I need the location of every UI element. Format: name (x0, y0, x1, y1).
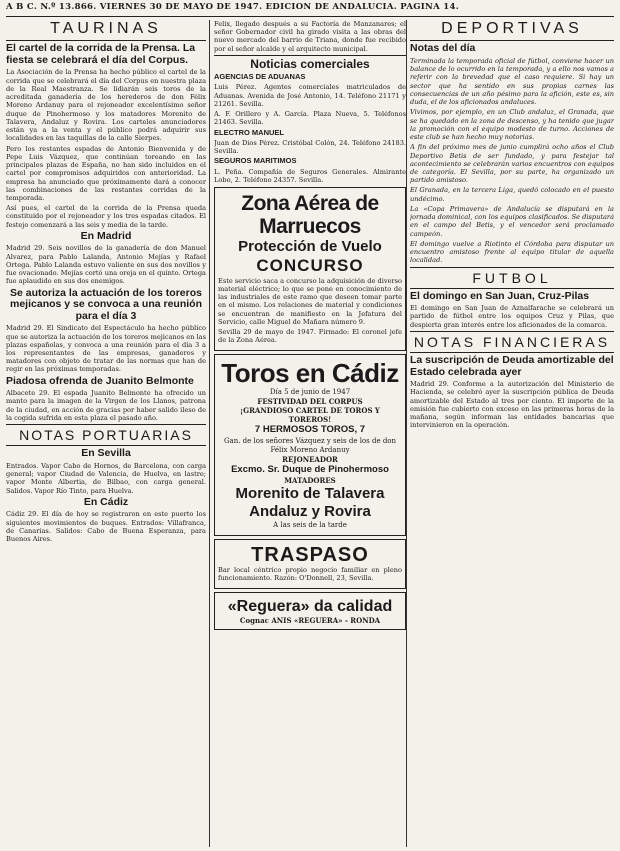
column-rule (209, 20, 210, 847)
subhead-cadiz: En Cádiz (83, 495, 129, 508)
section-title-taurinas: TAURINAS (50, 20, 162, 37)
subhead-madrid: En Madrid (80, 229, 132, 242)
headline-belmonte: Piadosa ofrenda de Juanito Belmonte (6, 374, 194, 387)
ad-title: «Reguera» da calidad (227, 598, 393, 616)
subhead-electro: ELECTRO MANUEL (214, 127, 284, 137)
ad-date: Día 5 de junio de 1947 (269, 388, 351, 397)
listing-body: L. Peña. Compañía de Seguros Generales. Almirante Lobo, 2. Teléfono 24357. Sevilla. (214, 167, 406, 184)
ad-toros-cadiz (214, 354, 406, 535)
headline-cruz-pilas: El domingo en San Juan, Cruz-Pilas (410, 289, 590, 302)
ad-rejoneador: Excmo. Sr. Duque de Pinohermoso (231, 464, 389, 476)
subhead-seguros: SEGUROS MARITIMOS (214, 156, 297, 166)
article-body: Cádiz 29. El día de hoy se registraron en este puerto los siguientes movimientos de buques. Entrados: Villafranca, de Canarias. Salidos: Cabo de Buena Esperanza, para Buenos Aires. (6, 510, 206, 544)
masthead: A B C. N.º 13.866. VIERNES 30 DE MAYO DE 1947. EDICION DE ANDALUCIA. PAGINA 14. (6, 2, 614, 17)
listing-body: A. F. Orillero y A. García. Plaza Nueva, 5. Teléfonos 21463. Sevilla. (214, 110, 406, 127)
article-body: La «Copa Primavera» de Andalucía se disputará en la jornada dominical, con los equipos clasificados. Se disputará en el campo del Betis, y el vencedor será proclamado campeón. (410, 204, 614, 238)
listing-body: Luis Pérez. Agentes comerciales matriculados de Aduanas. Avenida de José Antonio, 14. Teléfono 21171 y 21261. Sevilla. (214, 83, 406, 108)
divider (410, 40, 614, 41)
section-title-futbol: FUTBOL (472, 269, 552, 286)
ad-matador-1: Morenito de Talavera (235, 485, 385, 503)
article-body: A fin del próximo mes de junio cumplirá ocho años el Club Deportivo Betis de ser fundado, y para festejar tal acontecimiento se celebrarán varios encuentros con equipos de categoría. El Sevilla, por su parte, ha organizado un partido amistoso. (410, 143, 614, 185)
subhead-notas-dia: Notas del día (410, 42, 476, 55)
divider (6, 424, 206, 425)
column-middle (214, 20, 406, 847)
section-title-comerciales: Noticias comerciales (250, 56, 370, 71)
column-rule (406, 20, 407, 847)
article-body: La Asociación de la Prensa ha hecho público el cartel de la corrida que se celebrará el día del Corpus en nuestra plaza de la Real Maestranza. Se lidiarán seis toros de la acreditada ganadería de los herederos de don Félix Moreno Ardanuy para el rejoneador excelentísimo señor duque de Pinohermoso y los matadores Morenito de Talavera, Andaluz y Rovira. Los carteles anunciadores están ya a la venta y el público podrá adquirir sus localidades en las taquillas de la calle Sierpes. (6, 68, 206, 143)
ad-hora: A las seis de la tarde (273, 521, 347, 530)
article-body: El domingo vuelve a Riotinto el Córdoba para disputar un encuentro amistoso frente al equipo titular de aquella localidad. (410, 239, 614, 265)
subhead-sevilla: En Sevilla (81, 447, 131, 460)
ad-title: TRASPASO (251, 543, 369, 566)
divider (410, 288, 614, 289)
ad-body: Este servicio saca a concurso la adquisición de diverso material eléctrico; lo que se pone en conocimiento de las industriales de este ramo que deseen tomar parte en el mismo. Los relaciones de material y condiciones se encuentran de manifiesto en la Jefatura del Servicio, calle Miguel de Mañara número 9. (218, 276, 402, 326)
ad-rejoneador-label: REJONEADOR (282, 454, 338, 464)
ad-toros: 7 HERMOSOS TOROS, 7 (254, 424, 366, 436)
column-deportivas (410, 20, 614, 847)
ad-body: Bar local céntrico propio negocio familiar en pleno funcionamiento. Razón: O'Donnell, 23, Sevilla. (218, 565, 402, 582)
section-title-portuarias: NOTAS PORTUARIAS (19, 427, 193, 444)
article-body: Madrid 29. El Sindicato del Espectáculo ha hecho público que se autoriza la actuación de los toreros mejicanos en las plazas españolas, y convoca a una reunión para el día 3 a los representantes de las empresas, ganaderos y matadores con objeto de tratar de las normas que han de regir en las próximas temporadas. (6, 324, 206, 374)
headline-deuda: La suscripción de Deuda amortizable del Estado celebrada ayer (410, 354, 614, 378)
article-body: Madrid 29. Conforme a la autorización del Ministerio de Hacienda, se celebró ayer la suscripción pública de Deuda amortizable del Estado al tres por ciento. El importe de la emisión fue cubierto con exceso en las primeras horas de la mañana, según informan las entidades bancarias que intervinieron en la operación. (410, 380, 614, 430)
ad-body: Cognac ANIS «REGUERA» - RONDA (239, 616, 381, 626)
ad-subtitle: Protección de Vuelo (238, 238, 382, 256)
article-body: Terminada la temporada oficial de fútbol, conviene hacer un balance de lo ocurrido en la temporada, y a ello nos vamos a referir con la brevedad que el caso requiere. Si hay un sector que ha sentido en sus propias carnes las consecuencias de un año pésimo para la afición, este es, sin duda, el de los aficionados andaluces. (410, 56, 614, 107)
ad-matador-2: Andaluz y Rovira (249, 503, 371, 521)
divider (410, 352, 614, 353)
listing-body: Juan de Dios Pérez. Cristóbal Colón, 24. Teléfono 24183. Sevilla. (214, 138, 406, 156)
article-body: Pero los restantes espadas de Antonio Bienvenida y de Pepe Luis Vázquez, que continúan toreando en las principales plazas de España, no han sido incluidos en el cartel por compromisos adquiridos con anterioridad. La empresa ha anunciado que próximamente dará a conocer las combinaciones de las restantes corridas de la temporada. (6, 144, 206, 202)
subhead-aduanas: AGENCIAS DE ADUANAS (214, 72, 306, 82)
article-body: Felix, llegado después a su Factoría de Manzanares; el señor Gobernador civil ha girado visita a las obras del nuevo mercado del barrio de Triana, donde fue recibido por el señor alcalde y el arquitecto municipal. (214, 20, 406, 53)
ad-ganaderia: Gan. de los señores Vázquez y seis de los de don Félix Moreno Ardanuy (223, 436, 397, 454)
ad-concurso: CONCURSO (256, 256, 364, 276)
headline-corrida-prensa: El cartel de la corrida de la Prensa. La fiesta se celebrará el día del Corpus. (6, 42, 196, 66)
divider (6, 445, 206, 446)
divider (410, 267, 614, 268)
ad-cartel: ¡GRANDIOSO CARTEL DE TOROS Y TOREROS! (240, 406, 380, 425)
article-body: Albacete 29. El espada Juanito Belmonte ha ofrecido un manto para la imagen de la Virgen de los Llanos, patrona de la ciudad, en acción de gracias por haber salido ileso de la cogida sufrida en esta plaza el pasado año. (6, 389, 206, 422)
headline-toreros-mejicanos: Se autoriza la actuación de los toreros mejicanos y se convoca a una reunión para el día 3 (10, 286, 202, 322)
ad-matadores-label: MATADORES (284, 476, 336, 486)
article-body: El Granada, en la tercera Liga, quedó colocado en el puesto undécimo. (410, 186, 614, 203)
divider (410, 331, 614, 332)
ad-title: Toros en Cádiz (221, 358, 399, 389)
divider (6, 40, 206, 41)
article-body: Entrados. Vapor Cabo de Hornos, de Barcelona, con carga general; vapor Ciudad de Valencia, de Huelva, en lastre; vapor Monte Albertia, de Bilbao, con carga general. Salidos. Vapor Río Tinto, para Huelva. (6, 461, 206, 495)
article-body: Así pues, el cartel de la corrida de la Prensa queda constituido por el rejoneador y los tres espadas citados. El festejo comenzará a las seis y media de la tarde. (6, 204, 206, 229)
ad-footer: Sevilla 29 de mayo de 1947. Firmado: El coronel jefe de la Zona Aérea. (218, 327, 402, 345)
ad-title: Zona Aérea de Marruecos (241, 191, 379, 239)
article-body: Vivimos, por ejemplo, en un Club andaluz, el Granada, que se ha quedado en la zona de descenso, y ha tenido que jugar la promoción con el equipo modesto de turno. Acciones de este club se han hecho muy notorias. (410, 108, 614, 142)
column-taurinas (6, 20, 206, 847)
article-body: El domingo en San Juan de Aznalfarache se celebrará un partido de fútbol entre los equipos Cruz y Pilas, que despierta gran interés entre los aficionados de la comarca. (410, 304, 614, 329)
divider (214, 55, 406, 56)
ad-reguera (214, 592, 406, 630)
ad-traspaso (214, 539, 406, 589)
article-body: Madrid 29. Seis novillos de la ganadería de don Manuel Alvarez, para Pablo Lalanda, Antonio Mejías y Rafael Ortega. Pablo Lalanda estuvo valiente en sus dos novillos y fue ovacionado. Mejías cortó una oreja en el quinto. Ortega fue aplaudido en sus dos enemigos. (6, 244, 206, 286)
ad-festividad: FESTIVIDAD DEL CORPUS (257, 397, 363, 407)
section-title-deportivas: DEPORTIVAS (441, 20, 583, 37)
section-title-financieras: NOTAS FINANCIERAS (413, 333, 611, 350)
ad-zona-aerea (214, 187, 406, 351)
